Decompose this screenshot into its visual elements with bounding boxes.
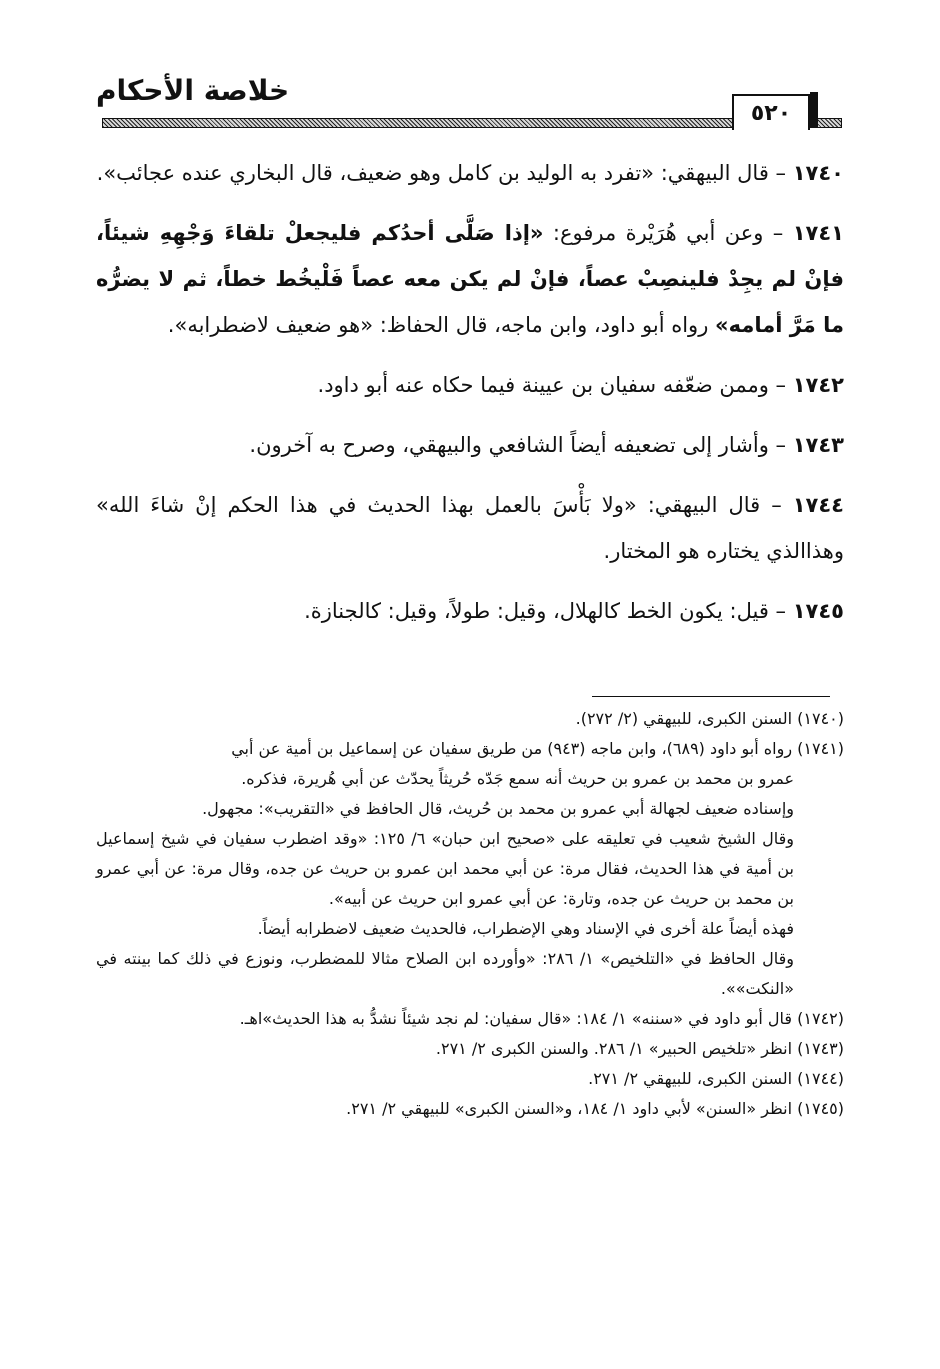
entry-text: رواه أبو داود، وابن ماجه، قال الحفاظ: «هو ضعيف لاضطرابه». xyxy=(167,313,716,337)
entry-1744 xyxy=(96,482,844,574)
entry-text: – وأشار إلى تضعيفه أيضاً الشافعي والبيهقي، وصرح به آخرون. xyxy=(249,433,793,457)
entry-text: – قيل: يكون الخط كالهلال، وقيل: طولاً، وقيل: كالجنازة. xyxy=(304,599,793,623)
entry-text: – وممن ضعّفه سفيان بن عيينة فيما حكاه عنه أبو داود. xyxy=(317,373,793,397)
footnote: (١٧٤٣) انظر «تلخيص الحبير» ١/ ٢٨٦. والسنن الكبرى ٢/ ٢٧١. xyxy=(435,1039,844,1058)
footnote: (١٧٤٤) السنن الكبرى، للبيهقي ٢/ ٢٧١. xyxy=(588,1069,844,1088)
entry-text: – قال البيهقي: «تفرد به الوليد بن كامل وهو ضعيف، قال البخاري عنده عجائب». xyxy=(96,161,793,185)
entry-1740 xyxy=(96,150,844,196)
entry-number: ١٧٤٣ xyxy=(792,433,844,457)
entry-text: – قال البيهقي: «ولا بَأْسَ بالعمل بهذا الحديث في هذا الحكم إنْ شاءَ الله» وهذاالذي يختاره هو المختار. xyxy=(96,493,844,563)
footnote-continuation: وقال الشيخ شعيب في تعليقه على «صحيح ابن حبان» ٦/ ١٢٥: «وقد اضطرب سفيان في شيخ إسماعيل بن أمية في هذا الحديث، فقال مرة: عن أبي محمد ابن عمرو بن حريث عن جده، وقال مرة: عن أبي عمرو بن محمد بن حريث عن جده، وتارة: عن أبي عمرو ابن حريث عن أبيه». xyxy=(96,829,795,908)
entry-number: ١٧٤٠ xyxy=(792,161,844,185)
entry-number: ١٧٤٥ xyxy=(792,599,844,623)
footnote: (١٧٤١) رواه أبو داود (٦٨٩)، وابن ماجه (٩٤٣) من طريق سفيان عن إسماعيل بن أمية عن أبي xyxy=(231,739,844,758)
header-bar-ornament xyxy=(810,92,818,128)
footnote-continuation: فهذه أيضاً علة أخرى في الإسناد وهي الإضطراب، فالحديث ضعيف لاضطرابه أيضاً. xyxy=(257,919,794,938)
entry-1742 xyxy=(96,362,844,408)
footnote: (١٧٤٢) قال أبو داود في «سننه» ١/ ١٨٤: «قال سفيان: لم نجد شيئاً نشدُّ به هذا الحديث»اهـ. xyxy=(239,1009,844,1028)
footnote-continuation: وقال الحافظ في «التلخيص» ١/ ٢٨٦: «وأورده ابن الصلاح مثالا للمضطرب، ونوزع في ذلك كما بينته في «النكت»». xyxy=(96,949,794,998)
footnote-continuation: وإسناده ضعيف لجهالة أبي عمرو بن محمد بن حُريث، قال الحافظ في «التقريب»: مجهول. xyxy=(202,799,794,818)
footnote: (١٧٤٥) انظر «السنن» لأبي داود ١/ ١٨٤، و«السنن الكبرى» للبيهقي ٢/ ٢٧١. xyxy=(346,1099,844,1118)
book-title: خلاصة الأحكام xyxy=(96,74,290,107)
page-header xyxy=(96,70,842,132)
footnote-separator xyxy=(592,696,830,697)
entry-1741 xyxy=(96,210,844,348)
footnote: (١٧٤٠) السنن الكبرى، للبيهقي (٢/ ٢٧٢). xyxy=(575,709,844,728)
entry-text: – وعن أبي هُرَيْرة مرفوع: xyxy=(543,221,793,245)
header-rule xyxy=(102,118,842,128)
hadith-text: «إذا صَلَّى أحدُكم فليجعلْ تلقاءَ وَجْهِهِ شيئاً، فإنْ لم يجِدْ فلينصِبْ عصاً، فإنْ لم يكن معه عصاً فَلْيخُط خطاً، ثم لا يضرُّه ما مَرَّ أمامه» xyxy=(96,221,844,337)
entry-1745 xyxy=(96,588,844,634)
main-text xyxy=(96,150,844,648)
entry-1743 xyxy=(96,422,844,468)
page-number: ٥٢٠ xyxy=(732,94,810,130)
footnote-continuation: عمرو بن محمد بن عمرو بن حريث أنه سمع جَدّه حُريثاً يحدّث عن أبي هُريرة، فذكره. xyxy=(241,769,794,788)
footnotes xyxy=(96,704,844,1124)
entry-number: ١٧٤٤ xyxy=(792,493,844,517)
entry-number: ١٧٤٢ xyxy=(792,373,844,397)
entry-number: ١٧٤١ xyxy=(792,221,844,245)
